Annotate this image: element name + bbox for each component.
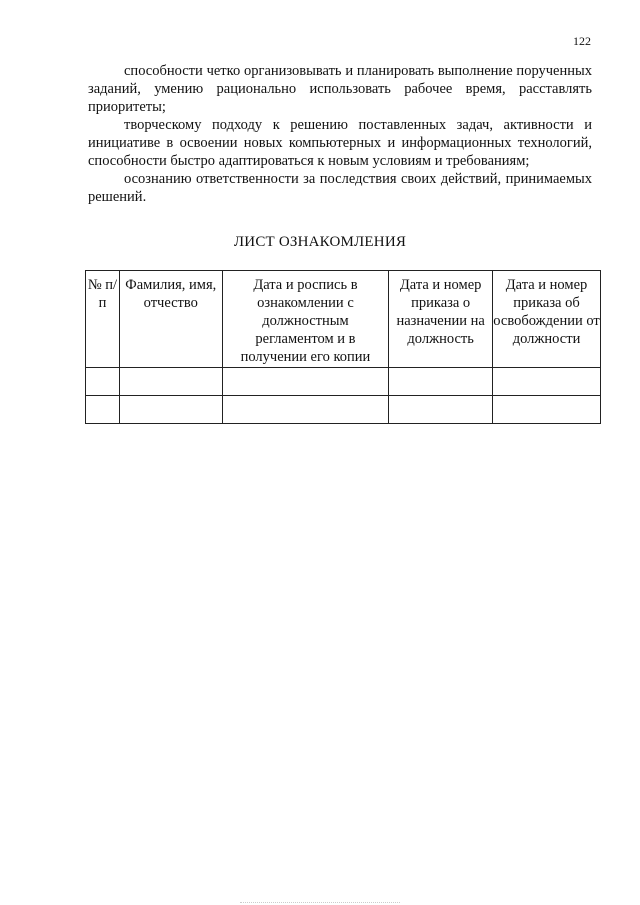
scan-edge-mark: [240, 902, 400, 903]
column-header-dismissal-order: Дата и номер приказа об освобождении от должности: [493, 271, 601, 368]
column-header-full-name: Фамилия, имя, отчество: [119, 271, 222, 368]
page-number: 122: [573, 34, 591, 48]
table-header-row: [86, 271, 601, 368]
table-cell: [493, 396, 601, 424]
acknowledgement-table: [85, 270, 601, 424]
table-row: [86, 368, 601, 396]
table-cell: [86, 396, 120, 424]
paragraph-organization: способности четко организовывать и планировать выполнение порученных заданий, умению рационально использовать рабочее время, расставлять приоритеты;: [88, 63, 592, 115]
table-cell: [493, 368, 601, 396]
column-header-number: № п/п: [86, 271, 120, 368]
column-header-appointment-order: Дата и номер приказа о назначении на должность: [389, 271, 493, 368]
table-cell: [222, 396, 389, 424]
column-header-signature-date: Дата и роспись в ознакомлении с должностным регламентом и в получении его копии: [222, 271, 389, 368]
table-cell: [119, 396, 222, 424]
table-cell: [86, 368, 120, 396]
table-cell: [389, 396, 493, 424]
paragraph-creativity: творческому подходу к решению поставленных задач, активности и инициативе в освоении новых компьютерных и информационных технологий, способности быстро адаптироваться к новым условиям и требованиям;: [88, 117, 592, 169]
table-cell: [119, 368, 222, 396]
table-cell: [389, 368, 493, 396]
table-row: [86, 396, 601, 424]
paragraph-responsibility: осознанию ответственности за последствия своих действий, принимаемых решений.: [88, 171, 592, 205]
acknowledgement-sheet-title: ЛИСТ ОЗНАКОМЛЕНИЯ: [233, 234, 407, 250]
table-cell: [222, 368, 389, 396]
body-text: [88, 62, 592, 206]
